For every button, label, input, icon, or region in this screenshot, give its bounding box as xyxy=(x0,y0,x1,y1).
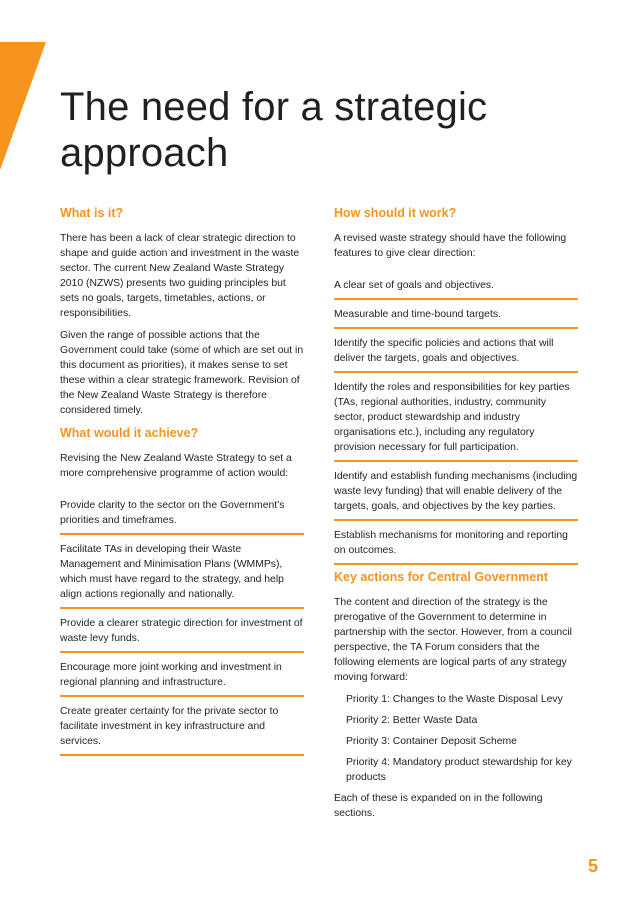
closing-paragraph: Each of these is expanded on in the following sections. xyxy=(334,793,543,819)
priority-item: Priority 4: Mandatory product stewardship for key products xyxy=(346,757,572,783)
list-item: A clear set of goals and objectives. xyxy=(334,275,578,300)
key-intro: The content and direction of the strategy is the prerogative of the Government to determine in partnership with the sector. However, from a council perspective, the TA Forum considers that the following elements are logical parts of any strategy moving forward: xyxy=(334,597,572,683)
priority-item: Priority 2: Better Waste Data xyxy=(346,715,478,726)
page-number: 5 xyxy=(587,856,598,876)
priority-item: Priority 1: Changes to the Waste Disposal Levy xyxy=(346,694,563,705)
how-intro: A revised waste strategy should have the following features to give clear direction: xyxy=(334,233,567,259)
how-list xyxy=(334,275,578,565)
left-column xyxy=(60,205,304,760)
how-should-it-work-heading: How should it work? xyxy=(334,206,457,220)
priority-item: Priority 3: Container Deposit Scheme xyxy=(346,736,517,747)
title-line-1: The need for a strategic xyxy=(60,85,488,129)
right-column xyxy=(334,205,578,828)
list-item: Identify the specific policies and actions that will deliver the targets, goals and objectives. xyxy=(334,333,578,373)
what-would-it-achieve-heading: What would it achieve? xyxy=(60,426,199,440)
list-item: Provide clarity to the sector on the Government’s priorities and timeframes. xyxy=(60,495,304,535)
list-item: Identify and establish funding mechanisms (including waste levy funding) that will enable delivery of the targets, goals, and objectives by the key parties. xyxy=(334,466,578,521)
title-line-2: approach xyxy=(60,131,229,175)
what-paragraph: There has been a lack of clear strategic direction to shape and guide action and investment in the waste sector. The current New Zealand Waste Strategy 2010 (NZWS) presents two guiding principles but sets no goals, targets, timetables, actions, or responsibilities. xyxy=(60,233,300,319)
list-item: Provide a clearer strategic direction for investment of waste levy funds. xyxy=(60,613,304,653)
list-item: Encourage more joint working and investment in regional planning and infrastructure. xyxy=(60,657,304,697)
achieve-list xyxy=(60,495,304,756)
achieve-intro: Revising the New Zealand Waste Strategy to set a more comprehensive programme of action would: xyxy=(60,453,292,479)
what-paragraph: Given the range of possible actions that the Government could take (some of which are set out in this document as priorities), it makes sense to set these within a clear strategic framework. Revision of the New Zealand Waste Strategy is therefore considered timely. xyxy=(60,330,304,416)
list-item: Establish mechanisms for monitoring and reporting on outcomes. xyxy=(334,525,578,565)
orange-corner-shape xyxy=(0,0,46,170)
key-actions-heading: Key actions for Central Government xyxy=(334,570,548,584)
priority-list xyxy=(334,692,578,785)
what-is-it-heading: What is it? xyxy=(60,206,124,220)
list-item: Identify the roles and responsibilities for key parties (TAs, regional authorities, industry, community sector, product stewardship and industry organisations etc.), including any regulatory provision necessary for full participation. xyxy=(334,377,578,462)
list-item: Create greater certainty for the private sector to facilitate investment in key infrastructure and services. xyxy=(60,701,304,756)
list-item: Measurable and time-bound targets. xyxy=(334,304,578,329)
page-title xyxy=(60,84,487,176)
list-item: Facilitate TAs in developing their Waste Management and Minimisation Plans (WMMPs), which must have regard to the strategy, and help align actions regionally and nationally. xyxy=(60,539,304,609)
